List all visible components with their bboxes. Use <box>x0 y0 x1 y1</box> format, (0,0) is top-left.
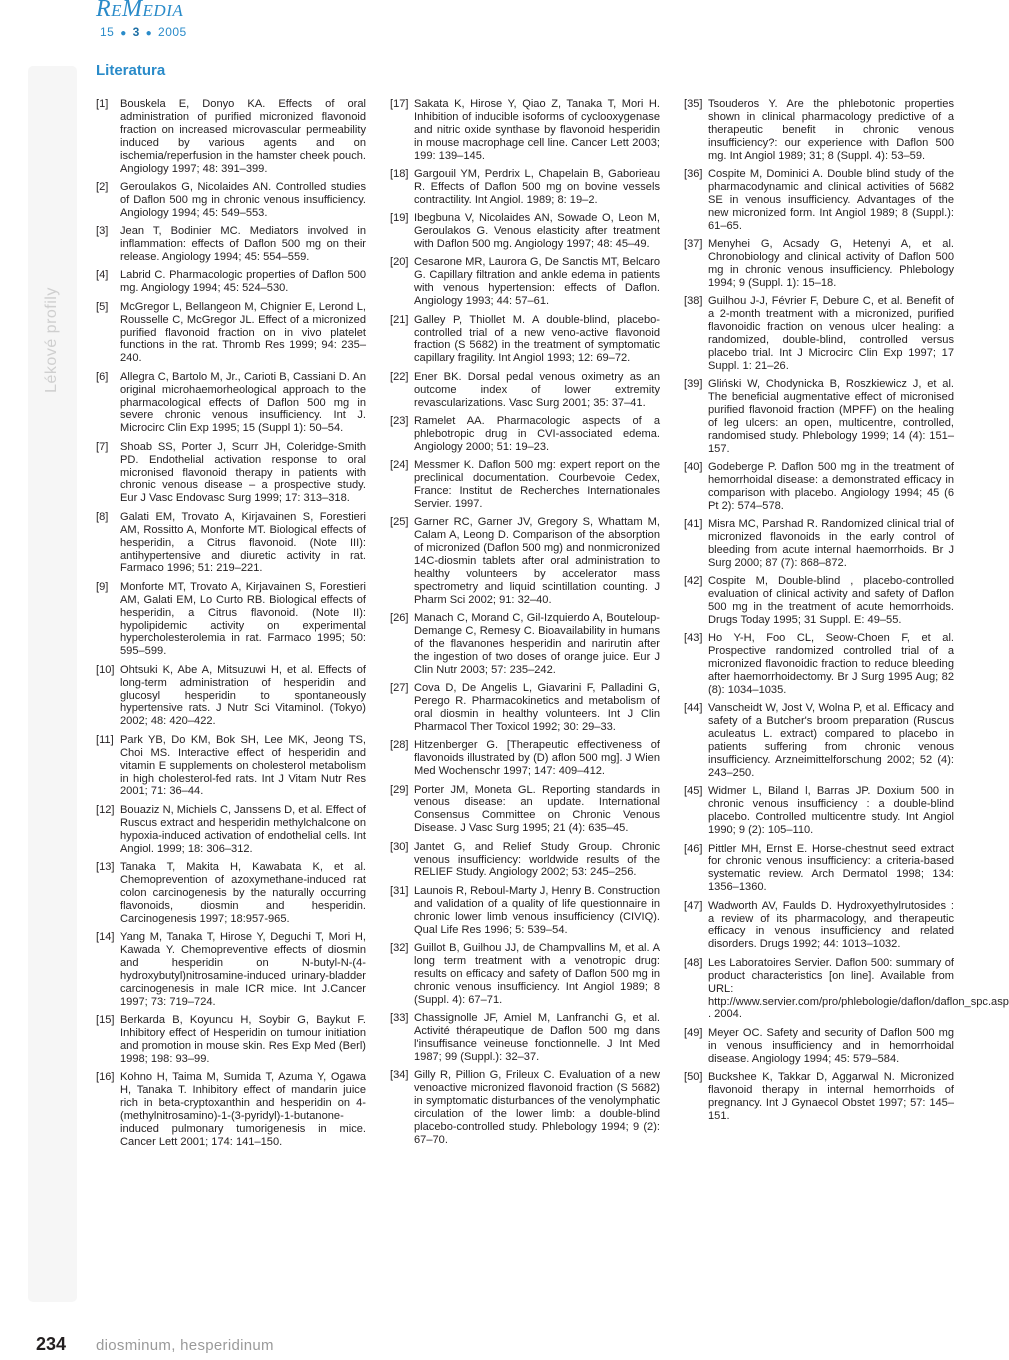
reference-item <box>96 931 366 1008</box>
reference-text: Pittler MH, Ernst E. Horse-chestnut seed extract for chronic venous insufficiency: a criteria-based systematic review. Arch Dermatol 1998; 134: 1356–1360. <box>708 842 954 894</box>
reference-text: Gargouil YM, Perdrix L, Chapelain B, Gaborieau R. Effects of Daflon 500 mg on bovine vessels contractility. Int Angiol. 1989; 8: 19–2. <box>414 168 660 206</box>
reference-number: [41] <box>684 518 703 531</box>
issue-day: 15 <box>100 25 115 39</box>
reference-item <box>390 841 660 880</box>
reference-text: Cesarone MR, Laurora G, De Sanctis MT, Belcaro G. Capillary filtration and ankle edema in patients with venous hypertension: effects of Daflon. Angiology 1993; 44: 57–61. <box>414 256 661 308</box>
reference-number: [2] <box>96 180 109 193</box>
page-number: 234 <box>36 1334 67 1354</box>
reference-number: [36] <box>684 168 703 181</box>
bullet-icon: ● <box>120 28 127 39</box>
reference-item <box>96 804 366 856</box>
reference-item <box>96 301 366 366</box>
reference-text: Shoab SS, Porter J, Scurr JH, Coleridge-Smith PD. Endothelial activation response to oral micronised flavonoid therapy in patients with chronic venous disease – a prospective study. Eur J Vasc Endovasc Surg 1999; 17: 313–318. <box>120 440 366 505</box>
reference-text: Ohtsuki K, Abe A, Mitsuzuwi H, et al. Effects of long-term administration of hesperidin and glucosyl hesperidin to spontaneously hypertensive rats. J Nutr Sci Vitaminol. (Tokyo) 2002; 48: 420–422. <box>120 663 366 728</box>
reference-item <box>390 739 660 778</box>
reference-text: Chassignolle JF, Amiel M, Lanfranchi G, et al. Activité thérapeutique de Daflon 500 mg dans l'insuffisance veineuse fonctionnelle. J Int Med 1987; 99 (Suppl.): 32–37. <box>414 1012 660 1063</box>
reference-text: Guilhou J-J, Février F, Debure C, et al. Benefit of a 2-month treatment with a micronized, purified flavonoidic fraction on venous ulcer healing: a randomized, double-blind, controlled versus placebo trial. Int J Microcirc Clin Exp 1997; 17 Suppl. 1: 21–26. <box>708 295 954 372</box>
reference-number: [12] <box>96 803 115 816</box>
reference-item <box>684 378 954 455</box>
reference-number: [29] <box>390 783 409 796</box>
reference-item <box>96 371 366 436</box>
reference-item <box>684 98 954 163</box>
reference-item <box>390 1069 660 1146</box>
reference-number: [17] <box>390 98 409 110</box>
reference-item <box>684 843 954 895</box>
reference-number: [8] <box>96 510 109 523</box>
reference-number: [10] <box>96 663 115 676</box>
reference-text: Bouskela E, Donyo KA. Effects of oral administration of purified micronized flavonoid fraction on increased microvascular permeability induced by various agents and on ischemia/reperfusion in the hamster cheek pouch. Angiology 1997; 48: 391–399. <box>120 98 366 175</box>
reference-item <box>96 664 366 729</box>
reference-number: [18] <box>390 168 409 181</box>
reference-text: Buckshee K, Takkar D, Aggarwal N. Micronized flavonoid therapy in internal hemorrhoids of pregnancy. Int J Gynaecol Obstet 1997; 57: 145–151. <box>708 1071 954 1122</box>
reference-item <box>684 575 954 627</box>
reference-text: Bouaziz N, Michiels C, Janssens D, et al. Effect of Ruscus extract and hesperidin methylchalcone on hypoxia-induced activation of endothelial cells. Int Angiol. 1999; 18: 306–312. <box>120 803 366 855</box>
issue-year: 2005 <box>158 25 187 39</box>
reference-number: [33] <box>390 1012 409 1024</box>
reference-text: Ibegbuna V, Nicolaides AN, Sowade O, Leon M, Geroulakos G. Venous elasticity after treatment with Daflon 500 mg. Angiology 1997; 48: 45–49. <box>414 212 660 251</box>
reference-number: [19] <box>390 212 409 225</box>
reference-number: [23] <box>390 414 409 427</box>
issue-date <box>100 25 187 39</box>
reference-number: [38] <box>684 295 703 308</box>
reference-item <box>390 612 660 677</box>
reference-number: [7] <box>96 440 109 453</box>
reference-item <box>96 98 366 175</box>
reference-text: Les Laboratoires Servier. Daflon 500: summary of product characteristics [on line]. Available from URL: http://www.servier.com/pro/phlebologie/daflon/daflon_spc.asp . 2004. <box>708 956 1009 1021</box>
reference-number: [42] <box>684 575 703 588</box>
reference-item <box>684 518 954 570</box>
reference-number: [48] <box>684 956 703 969</box>
reference-number: [28] <box>390 739 409 752</box>
reference-item <box>96 511 366 576</box>
reference-number: [31] <box>390 884 409 897</box>
reference-item <box>684 900 954 952</box>
reference-text: Jantet G, and Relief Study Group. Chronic venous insufficiency: worldwide results of the RELIEF Study. Angiology 2002; 53: 245–256. <box>414 840 660 879</box>
reference-number: [14] <box>96 930 115 943</box>
reference-text: Kohno H, Taima M, Sumida T, Azuma Y, Ogawa H, Tanaka T. Inhibitory effect of mandarin juice rich in beta-cryptoxanthin and hesperidin on 4-(methylnitrosamino)-1-(3-pyridyl)-1-butanone-induced pulmonary tumorigenesis in mice. Cancer Lett 2001; 174: 141–150. <box>120 1071 366 1148</box>
reference-number: [27] <box>390 682 409 695</box>
reference-number: [26] <box>390 612 409 625</box>
reference-text: Labrid C. Pharmacologic properties of Daflon 500 mg. Angiology 1994; 45: 524–530. <box>120 269 366 295</box>
reference-text: Yang M, Tanaka T, Hirose Y, Deguchi T, Mori H, Kawada Y. Chemopreventive effects of diosmin and hesperidin on N-butyl-N-(4-hydroxybutyl)nitrosamine-induced urinary-bladder carcinogenesis in male ICR mice. Int J.Cancer 1997; 73: 719–724. <box>120 930 366 1008</box>
reference-number: [11] <box>96 733 114 746</box>
reference-item <box>390 459 660 511</box>
reference-text: Gilly R, Pillion G, Frileux C. Evaluation of a new venoactive micronized flavonoid fraction (S 5682) in symptomatic disturbances of the venolymphatic circulation of the lower limb: a double-blind placebo-controlled study. Phlebology 1994; 9 (2): 67–70. <box>414 1069 660 1146</box>
sidebar-label-text: Lékové profily <box>43 287 60 393</box>
reference-text: Menyhei G, Acsady G, Hetenyi A, et al. Chronobiology and clinical activity of Daflon 500 mg in chronic venous insufficiency. Phlebology 1994; 9 (Suppl. 1): 15–18. <box>708 238 954 289</box>
reference-text: Misra MC, Parshad R. Randomized clinical trial of micronized flavonoids in the early control of bleeding from acute internal haemorrhoids. Br J Surg 2000; 87 (7): 868–872. <box>708 518 954 569</box>
running-title: diosminum, hesperidinum <box>96 1337 274 1354</box>
issue-number: 3 <box>132 25 140 39</box>
reference-item <box>684 702 954 779</box>
reference-item <box>96 1071 366 1148</box>
reference-text: Widmer L, Biland l, Barras JP. Doxium 500 in chronic venous insufficiency : a double-blind placebo. Controlled multicentre study. Int Angiol 1990; 9 (2): 105–110. <box>708 785 954 837</box>
reference-number: [39] <box>684 378 703 391</box>
reference-text: Messmer K. Daflon 500 mg: expert report on the preclinical documentation. Courbevoie Cedex, France: Institut de Recherches Internationales Servier. 1997. <box>414 459 660 510</box>
reference-text: Allegra C, Bartolo M, Jr., Carioti B, Cassiani D. An original microhaemorheological approach to the pharmacological effects of Daflon 500 mg in severe chronic venous insufficiency. Int J. Microcirc Clin Exp 1995; 15 (Suppl 1): 50–54. <box>120 370 366 435</box>
reference-item <box>390 682 660 734</box>
reference-item <box>390 516 660 606</box>
section-sidebar <box>28 66 77 1302</box>
reference-column-1 <box>96 98 366 1154</box>
reference-item <box>96 225 366 264</box>
section-title: Literatura <box>96 62 166 79</box>
reference-item <box>390 942 660 1007</box>
reference-item <box>96 1014 366 1066</box>
reference-text: Launois R, Reboul-Marty J, Henry B. Construction and validation of a quality of life questionnaire in chronic lower limb venous insufficiency (CIVIQ). Qual Life Res 1996; 5: 539–54. <box>414 884 661 936</box>
reference-text: Jean T, Bodinier MC. Mediators involved in inflammation: effects of Daflon 500 mg on their release. Angiology 1994; 45: 554–559. <box>120 225 366 263</box>
reference-text: Berkarda B, Koyuncu H, Soybir G, Baykut F. Inhibitory effect of Hesperidin on tumour initiation and promotion in mouse skin. Res Exp Med (Berl) 1998; 198: 93–99. <box>120 1013 366 1065</box>
reference-number: [1] <box>96 98 109 110</box>
reference-text: Galati EM, Trovato A, Kirjavainen S, Forestieri AM, Rossitto A, Monforte MT. Biological effects of hesperidin, a Citrus flavonoid. (Note III): antihypertensive and diuretic activity in rat. Farmaco 1996; 51: 219–221. <box>120 510 366 575</box>
reference-text: Monforte MT, Trovato A, Kirjavainen S, Forestieri AM, Galati EM, Lo Curto RB. Biological effects of hesperidin, a Citrus flavonoid. (Note II): hypolipidemic activity on experimental hypercholesterolemia in rat. Farmaco 1995; 50: 595–599. <box>120 580 366 658</box>
reference-text: Ener BK. Dorsal pedal venous oximetry as an outcome index of lower extremity revascularizations. Vasc Surg 2001; 35: 37–41. <box>414 370 660 409</box>
reference-text: Ho Y-H, Foo CL, Seow-Choen F, et al. Prospective randomized controlled trial of a micronized flavonoidic fraction to reduce bleeding after haemorrhoidectomy. Br J Surg 1995 Aug; 82 (8): 1034–1035. <box>708 632 954 697</box>
reference-item <box>390 256 660 308</box>
reference-text: Geroulakos G, Nicolaides AN. Controlled studies of Daflon 500 mg in chronic venous insufficiency. Angiology 1994; 45: 549–553. <box>120 180 366 219</box>
reference-text: Garner RC, Garner JV, Gregory S, Whattam M, Calam A, Leong D. Comparison of the absorption of micronized (Daflon 500 mg) and nonmicronized 14C-diosmin tablets after oral administration to healthy volunteers by accelerator mass spectrometry and liquid scintillation counting. J Pharm Sci 2002; 91: 32–40. <box>414 516 660 606</box>
reference-text: Tsouderos Y. Are the phlebotonic properties shown in clinical pharmacology predictive of a therapeutic benefit in chronic venous insufficiency?: our experience with Daflon 500 mg. Int Angiol 1989; 31; 8 (Suppl. 4): 53–59. <box>708 98 954 162</box>
reference-item <box>684 1027 954 1066</box>
reference-number: [4] <box>96 269 109 282</box>
reference-item <box>684 785 954 837</box>
journal-logo: ReMedia <box>96 0 184 22</box>
reference-number: [37] <box>684 238 703 251</box>
reference-text: Cospite M, Double-blind , placebo-controlled evaluation of clinical activity and safety of Daflon 500 mg in the treatment of acute hemorrhoids. Drugs Today 1995; 31 Suppl. E: 49–55. <box>708 575 954 627</box>
reference-text: Sakata K, Hirose Y, Qiao Z, Tanaka T, Mori H. Inhibition of inducible isoforms of cyclooxygenase and nitric oxide synthase by flavonoid hesperidin in mouse macrophage cell line. Cancer Lett 2003; 199: 139–145. <box>414 98 660 162</box>
reference-item <box>96 581 366 658</box>
reference-number: [47] <box>684 899 703 912</box>
reference-item <box>684 461 954 513</box>
reference-text: McGregor L, Bellangeon M, Chignier E, Lerond L, Rousselle C, McGregor JL. Effect of a micronized purified flavonoid fraction on in vivo platelet functions in the rat. Thromb Res 1999; 94: 235–240. <box>120 300 366 365</box>
reference-text: Guillot B, Guilhou JJ, de Champvallins M, et al. A long term treatment with a venotropic drug: results on efficacy and safety of Daflon 500 mg in chronic venous insufficiency. Int Angiol 1989; 8 (Suppl. 4): 67–71. <box>414 941 660 1006</box>
reference-item <box>684 956 1009 1022</box>
reference-text: Hitzenberger G. [Therapeutic effectiveness of flavonoids illustrated by (D) aflon 500 mg]. J Wien Med Wochenschr 1997; 147: 409–412. <box>414 739 660 778</box>
reference-column-2 <box>390 98 660 1152</box>
bullet-icon: ● <box>145 28 153 39</box>
reference-number: [9] <box>96 580 109 593</box>
reference-item <box>684 1071 954 1123</box>
reference-number: [45] <box>684 785 703 798</box>
reference-item <box>390 371 660 410</box>
reference-number: [43] <box>684 632 703 645</box>
reference-item <box>684 295 954 372</box>
reference-number: [50] <box>684 1071 703 1084</box>
reference-text: Manach C, Morand C, Gil-Izquierdo A, Bouteloup-Demange C, Remesy C. Bioavailability in humans of the flavanones hesperidin and narirutin after the ingestion of two doses of orange juice. Eur J Clin Nutr 2003; 57: 235–242. <box>414 612 660 676</box>
reference-item <box>96 861 366 926</box>
reference-number: [16] <box>96 1071 115 1084</box>
reference-item <box>390 168 660 207</box>
reference-text: Tanaka T, Makita H, Kawabata K, et al. Chemoprevention of azoxymethane-induced rat colon carcinogenesis by the naturally occurring flavonoids, diosmin and hesperidin. Carcinogenesis 1997; 18:957-965. <box>120 860 366 925</box>
sidebar-label <box>36 287 68 393</box>
reference-item <box>390 212 660 251</box>
reference-item <box>96 269 366 295</box>
reference-number: [24] <box>390 459 409 472</box>
reference-text: Vanscheidt W, Jost V, Wolna P, et al. Efficacy and safety of a Butcher's broom preparation (Ruscus aculeatus L. extract) compared to placebo in patients suffering from chronic venous insufficiency. Arzneimittelforschung 2002; 52 (4): 243–250. <box>708 702 954 779</box>
reference-number: [21] <box>390 313 409 326</box>
reference-item <box>390 415 660 454</box>
reference-number: [5] <box>96 300 109 313</box>
reference-number: [22] <box>390 370 409 383</box>
reference-number: [13] <box>96 860 115 873</box>
reference-number: [25] <box>390 516 409 529</box>
reference-number: [40] <box>684 461 703 474</box>
reference-text: Godeberge P. Daflon 500 mg in the treatment of hemorrhoidal disease: a demonstrated efficacy in comparison with placebo. Angiology 1994; 45 (6 Pt 2): 574–578. <box>708 461 954 512</box>
reference-text: Wadworth AV, Faulds D. Hydroxyethylrutosides : a review of its pharmacology, and therapeutic efficacy in venous insufficiency and related disorders. Drugs 1992; 44: 1013–1032. <box>708 899 954 951</box>
reference-text: Cova D, De Angelis L, Giavarini F, Palladini G, Perego R. Pharmacokinetics and metabolism of oral diosmin in healthy volunteers. Int J Clin Pharmacol Ther Toxicol 1992; 30: 29–33. <box>414 682 660 733</box>
reference-text: Gliński W, Chodynicka B, Roszkiewicz J, et al. The beneficial augmentative effect of micronised purified flavonoid fraction (MPFF) on the healing of leg ulcers: an open, multicentre, controlled, randomised study. Phlebology 1999; 14 (4): 151–157. <box>708 378 954 455</box>
reference-text: Park YB, Do KM, Bok SH, Lee MK, Jeong TS, Choi MS. Interactive effect of hesperidin and vitamin E supplements on cholesterol metabolism in high cholesterol-fed rats. Int J Vitam Nutr Res 2001; 71: 36–44. <box>120 733 366 798</box>
reference-text: Galley P, Thiollet M. A double-blind, placebo-controlled trial of a new veno-active flavonoid fraction (S 5682) in the treatment of symptomatic capillary fragility. Int Angiol 1993; 12: 69–72. <box>414 313 660 365</box>
reference-number: [30] <box>390 840 409 853</box>
reference-column-3 <box>684 98 1009 1128</box>
reference-number: [44] <box>684 702 703 715</box>
reference-text: Cospite M, Dominici A. Double blind study of the pharmacodynamic and clinical activities of 5682 SE in venous insufficiency. Advantages of the new micronized form. Int Angiol 1989; 8 (Suppl.): 61–65. <box>708 168 954 232</box>
reference-number: [32] <box>390 941 409 954</box>
reference-item <box>390 98 660 163</box>
reference-number: [34] <box>390 1069 409 1082</box>
reference-item <box>684 632 954 697</box>
reference-number: [20] <box>390 256 409 269</box>
reference-number: [3] <box>96 225 109 238</box>
reference-number: [35] <box>684 98 703 110</box>
reference-item <box>390 314 660 366</box>
reference-item <box>390 784 660 836</box>
reference-number: [6] <box>96 370 109 383</box>
reference-text: Meyer OC. Safety and security of Daflon 500 mg in venous insufficiency and in hemorrhoidal disease. Angiology 1994; 45: 579–584. <box>708 1026 954 1065</box>
reference-item <box>390 885 660 937</box>
reference-item <box>96 441 366 506</box>
reference-item <box>96 181 366 220</box>
reference-item <box>96 734 366 799</box>
reference-text: Ramelet AA. Pharmacologic aspects of a phlebotropic drug in CVI-associated edema. Angiology 2000; 51: 19–23. <box>414 414 660 453</box>
reference-number: [15] <box>96 1013 115 1026</box>
reference-item <box>684 238 954 290</box>
reference-item <box>390 1012 660 1064</box>
reference-item <box>684 168 954 233</box>
reference-number: [49] <box>684 1026 703 1039</box>
reference-number: [46] <box>684 842 703 855</box>
reference-text: Porter JM, Moneta GL. Reporting standards in venous disease: an update. International Consensus Committee on Chronic Venous Disease. J Vasc Surg 1995; 21 (4): 635–45. <box>414 783 660 835</box>
